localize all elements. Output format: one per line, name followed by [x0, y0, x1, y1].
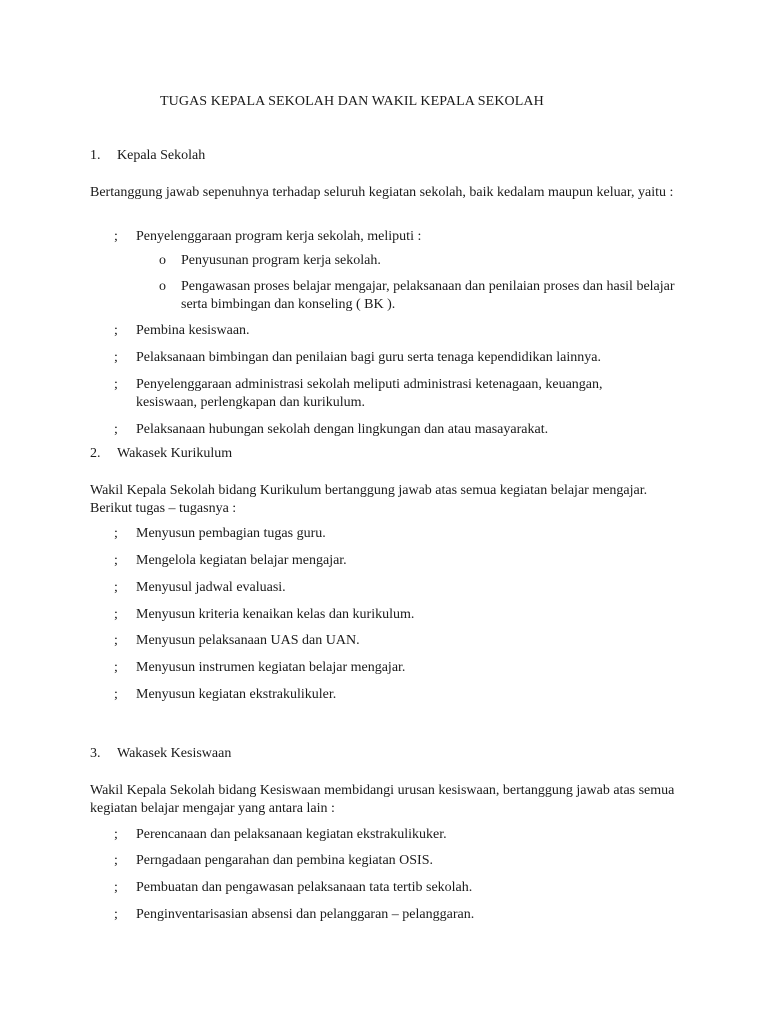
section-title: Wakasek Kurikulum	[117, 446, 233, 461]
list-item-text: Menyusun kriteria kenaikan kelas dan kurikulum.	[136, 607, 415, 622]
section-heading-kepala-sekolah	[90, 148, 205, 164]
list-item	[114, 906, 674, 924]
bullet-mark: ;	[114, 853, 118, 868]
sub-list-item-text: Penyusunan program kerja sekolah.	[181, 253, 381, 268]
list-item	[114, 632, 674, 650]
bullet-mark: ;	[114, 323, 118, 338]
bullet-mark: ;	[114, 580, 118, 595]
list-item-text: Penyelenggaraan administrasi sekolah meliputi administrasi ketenagaan, keuangan, kesiswaan, perlengkapan dan kurikulum.	[136, 377, 603, 410]
section-heading-wakasek-kurikulum	[90, 446, 232, 462]
list-item-text: Menyusun instrumen kegiatan belajar mengajar.	[136, 660, 406, 675]
list-item	[114, 606, 674, 624]
list-item-text: Menyusun kegiatan ekstrakulikuler.	[136, 687, 337, 702]
sub-list-item-text: Pengawasan proses belajar mengajar, pelaksanaan dan penilaian proses dan hasil belajar serta bimbingan dan konseling ( BK ).	[181, 279, 675, 312]
bullet-mark: ;	[114, 827, 118, 842]
section-title: Wakasek Kesiswaan	[117, 746, 232, 761]
list-item-text: Perngadaan pengarahan dan pembina kegiatan OSIS.	[136, 853, 434, 868]
sub-bullet-mark: o	[159, 279, 166, 294]
bullet-mark: ;	[114, 687, 118, 702]
list-item-text: Pelaksanaan bimbingan dan penilaian bagi guru serta tenaga kependidikan lainnya.	[136, 350, 601, 365]
section-heading-wakasek-kesiswaan	[90, 746, 231, 762]
document-title: TUGAS KEPALA SEKOLAH DAN WAKIL KEPALA SEKOLAH	[160, 94, 544, 109]
section-intro: Wakil Kepala Sekolah bidang Kesiswaan membidangi urusan kesiswaan, bertanggung jawab atas semua kegiatan belajar mengajar yang antara lain :	[90, 783, 675, 816]
bullet-mark: ;	[114, 526, 118, 541]
list-item	[114, 686, 674, 704]
sub-list-item	[159, 252, 679, 270]
list-item-text: Penginventarisasian absensi dan pelanggaran – pelanggaran.	[136, 907, 475, 922]
section-number: 2.	[90, 446, 101, 461]
list-item	[114, 552, 674, 570]
list-item	[114, 322, 674, 340]
list-item-text: Menyusun pembagian tugas guru.	[136, 526, 326, 541]
bullet-mark: ;	[114, 880, 118, 895]
list-item	[114, 376, 674, 412]
list-item	[114, 879, 674, 897]
list-item-text: Perencanaan dan pelaksanaan kegiatan ekstrakulikuker.	[136, 827, 447, 842]
list-item-text: Menyusun pelaksanaan UAS dan UAN.	[136, 633, 360, 648]
list-item	[114, 659, 674, 677]
list-item	[114, 852, 674, 870]
bullet-mark: ;	[114, 229, 118, 244]
section-number: 3.	[90, 746, 101, 761]
bullet-mark: ;	[114, 907, 118, 922]
sub-bullet-mark: o	[159, 253, 166, 268]
list-item	[114, 579, 674, 597]
bullet-mark: ;	[114, 660, 118, 675]
list-item	[114, 349, 674, 367]
list-item-text: Penyelenggaraan program kerja sekolah, meliputi :	[136, 229, 422, 244]
list-item	[114, 525, 674, 543]
list-item-text: Pelaksanaan hubungan sekolah dengan lingkungan dan atau masayarakat.	[136, 422, 549, 437]
bullet-mark: ;	[114, 422, 118, 437]
section-number: 1.	[90, 148, 101, 163]
section-intro: Wakil Kepala Sekolah bidang Kurikulum bertanggung jawab atas semua kegiatan belajar mengajar. Berikut tugas – tugasnya :	[90, 483, 648, 516]
bullet-mark: ;	[114, 633, 118, 648]
bullet-mark: ;	[114, 607, 118, 622]
list-item-text: Pembina kesiswaan.	[136, 323, 250, 338]
bullet-mark: ;	[114, 350, 118, 365]
section-title: Kepala Sekolah	[117, 148, 206, 163]
list-item-text: Pembuatan dan pengawasan pelaksanaan tata tertib sekolah.	[136, 880, 473, 895]
list-item	[114, 826, 674, 844]
list-item	[114, 228, 674, 246]
bullet-mark: ;	[114, 377, 118, 392]
list-item-text: Mengelola kegiatan belajar mengajar.	[136, 553, 347, 568]
list-item-text: Menyusul jadwal evaluasi.	[136, 580, 286, 595]
list-item	[114, 421, 674, 439]
section-intro: Bertanggung jawab sepenuhnya terhadap seluruh kegiatan sekolah, baik kedalam maupun keluar, yaitu :	[90, 185, 674, 200]
bullet-mark: ;	[114, 553, 118, 568]
sub-list-item	[159, 278, 679, 314]
